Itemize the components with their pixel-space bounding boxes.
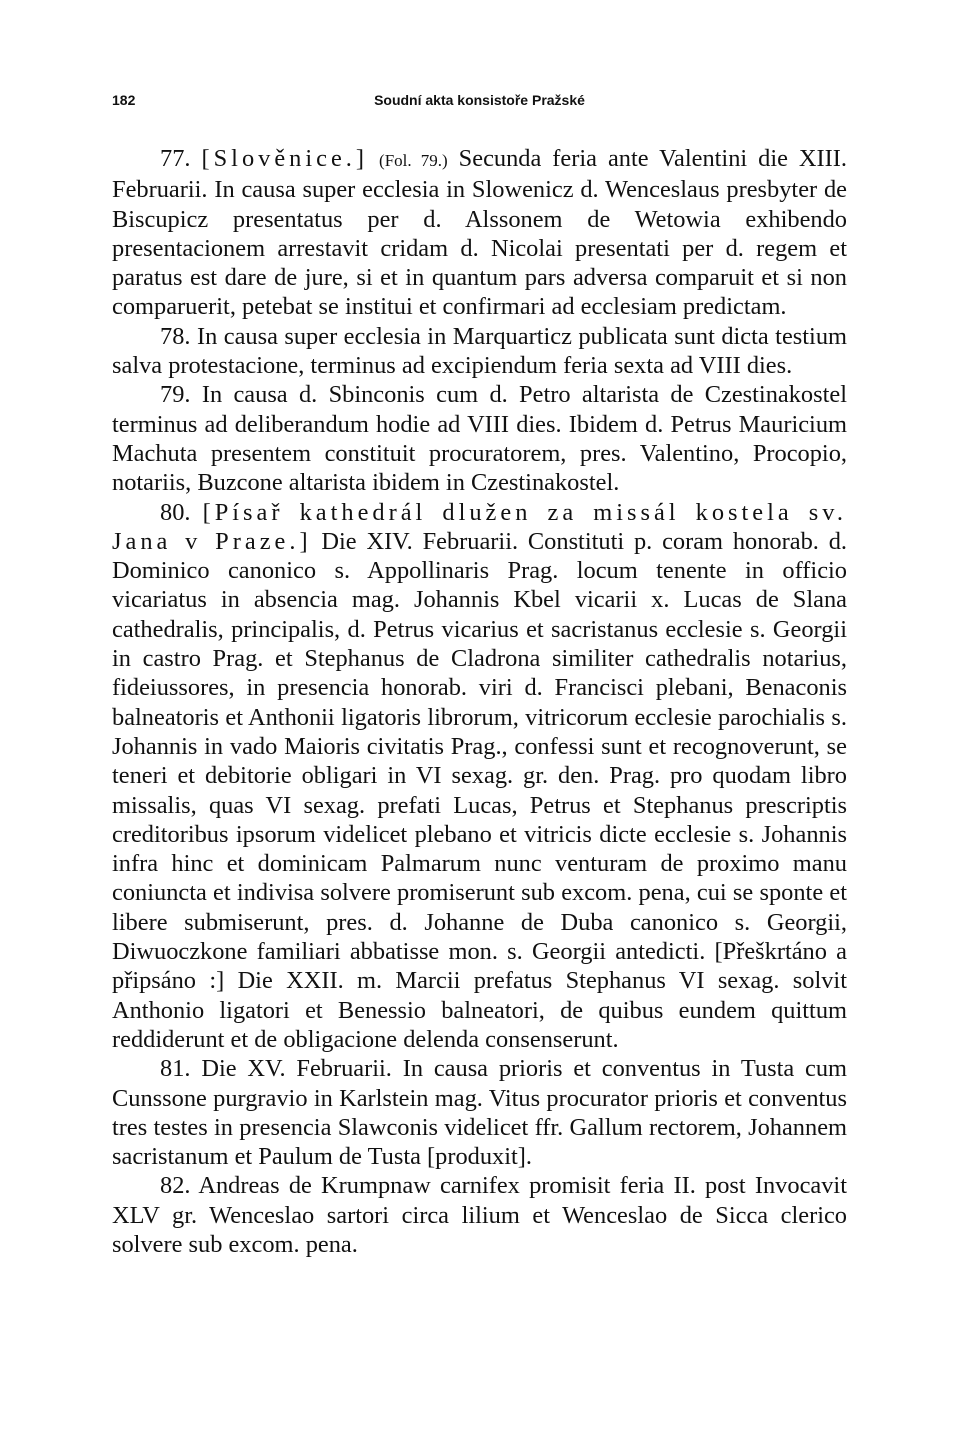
page-number: 182: [112, 92, 136, 108]
note-heading: [Přeškrtáno a připsáno :]: [112, 938, 847, 995]
entry-78: [112, 322, 847, 381]
entry-number: 79.: [160, 381, 191, 409]
page-header: [112, 92, 847, 116]
entry-text: Andreas de Krumpnaw carnifex promisit feria II. post Invocavit XLV gr. Wenceslao sartori circa lilium et Wenceslao de Sicca clerico solvere sub excom. pena.: [112, 1172, 847, 1258]
entry-number: 80.: [160, 498, 191, 526]
entry-number: 77.: [160, 145, 191, 172]
note-text: Die XXII. m. Marcii prefatus Stephanus VI sexag. solvit Anthonio ligatori et Benessio balneatori, de quibus eundem quittum reddiderunt et de obligacione delenda consenserunt.: [112, 967, 847, 1053]
entry-number: 81.: [160, 1055, 191, 1083]
entry-text: Secunda feria ante Valentini die XIII. Februarii. In causa super ecclesia in Slowenicz d. Wenceslaus presbyter de Biscupicz presentatus per d. Alssonem de Wetowia exhibendo presentacionem arrestavit cridam d. Nicolai presentati per d. regem et paratus est dare de jure, si et in quantum pars adversa comparuit et si non comparuerit, petebat se institui et confirmari ad ecclesiam predictam.: [112, 145, 848, 321]
entry-number: 78.: [160, 322, 191, 350]
entry-79: [112, 380, 847, 497]
entry-81: [112, 1054, 847, 1171]
entry-number: 82.: [160, 1172, 191, 1200]
entry-80: [112, 498, 847, 1055]
entry-text: In causa d. Sbinconis cum d. Petro altarista de Czestinakostel terminus ad deliberandum hodie ad VIII dies. Ibidem d. Petrus Mauricium Machuta presentem constituit procuratorem, pres. Valentino, Procopio, notariis, Buzcone altarista ibidem in Czestinakostel.: [112, 381, 847, 497]
entry-text: Die XV. Februarii. In causa prioris et conventus in Tusta cum Cunssone purgravio in Karlstein mag. Vitus procurator prioris et conventus tres testes in presencia Slawconis videlicet ffr. Gallum rectorem, Johannem sacristanum et Paulum de Tusta [produxit].: [112, 1055, 847, 1171]
entry-heading: [Slověnice.]: [201, 145, 369, 172]
entry-text: In causa super ecclesia in Marquarticz publicata sunt dicta testium salva protestacione, terminus ad excipiendum feria sexta ad VIII dies.: [112, 322, 847, 380]
entry-77: [112, 144, 847, 322]
entry-text: Die XIV. Februarii. Constituti p. coram honorab. d. Dominico canonico s. Appollinaris Prag. locum tenente in officio vicariatus in absencia mag. Johannis Kbel vicarii x. Lucas de Slana cathedralis, principalis, d. Petrus vicarius et sacristanus ecclesie s. Georgii in castro Prag. et Stephanus de Cladrona similiter cathedralis notarius, fideiussores, in presencia honorab. viri d. Francisci plebani, Benaconis balneatoris et Anthonii ligatoris librorum, vitricorum ecclesie parochialis s. Johannis in vado Maioris civitatis Prag., confessi sunt et recognoverunt, se teneri et debitorie obligari in VI sexag. gr. den. Prag. pro quodam libro missalis, quas VI sexag. prefati Lucas, Petrus et Stephanus prescriptis creditoribus ipsorum videlicet plebano et vitricis dicte ecclesie s. Johannis infra hinc et dominicam Palmarum nunc venturam de proximo manu coniuncta et indivisa solvere promiserunt sub excom. pena, cui se sponte et libere submiserunt, pres. d. Johanne de Duba canonico s. Georgii, Diwuoczkone familiari abbatisse mon. s. Georgii antedicti.: [112, 527, 847, 966]
folio-reference: (Fol. 79.): [379, 151, 448, 170]
entry-82: [112, 1171, 847, 1259]
entry-heading: [Písař kathedrál dlužen za missál kostela sv. Jana v Praze.]: [112, 498, 848, 555]
document-body: [112, 144, 847, 1259]
running-title: Soudní akta konsistoře Pražské: [374, 92, 585, 108]
